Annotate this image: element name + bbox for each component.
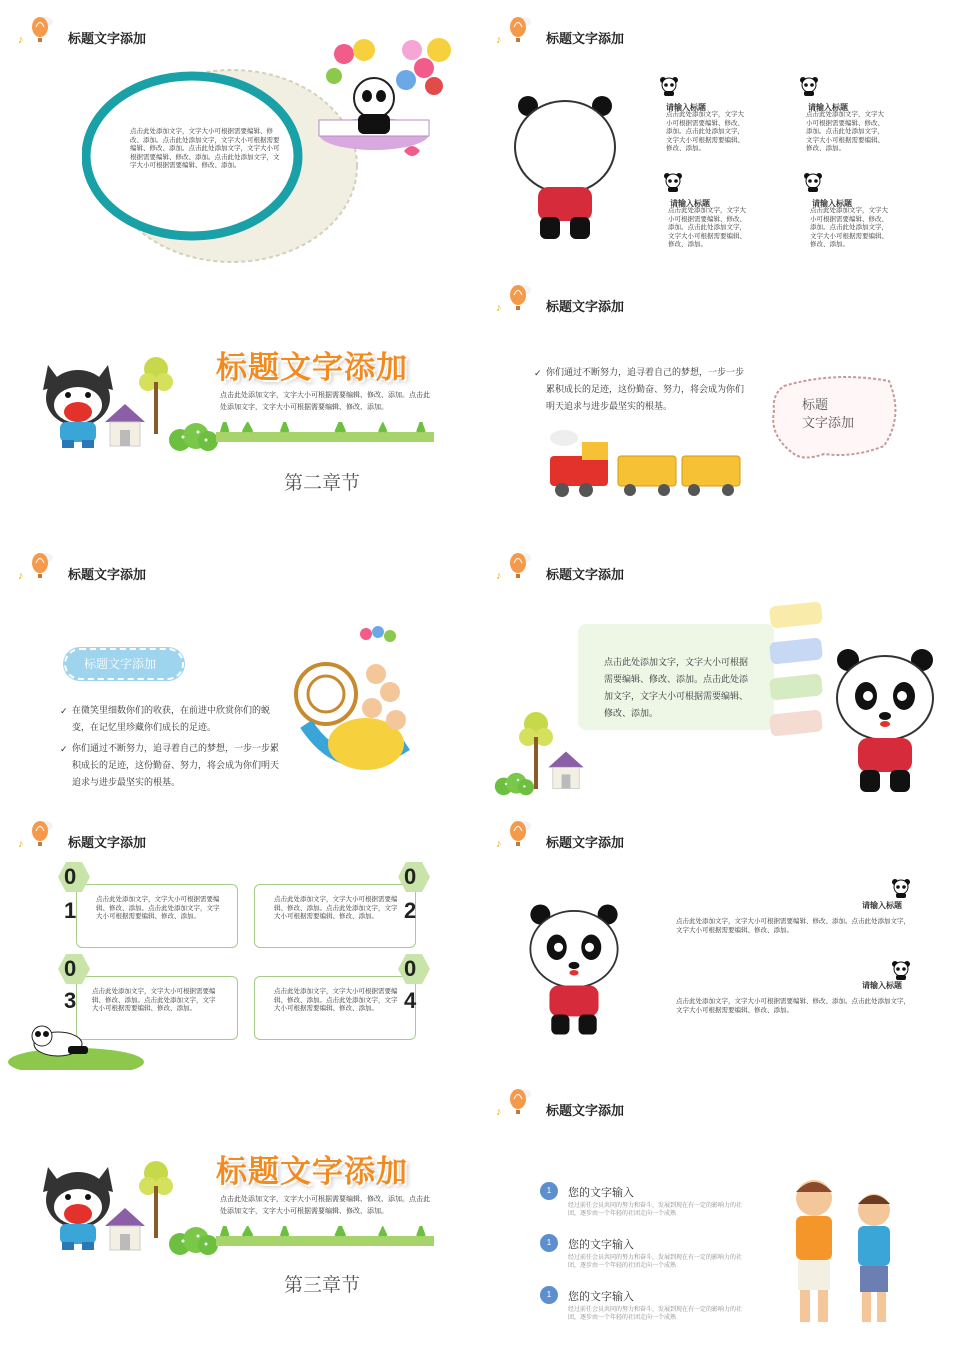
item-title: 请输入标题 [808,103,848,112]
slide-title: 标题文字添加 [546,1103,625,1118]
item-title: 请输入标题 [812,199,852,208]
slide-3 [4,272,478,534]
panda-icon [890,960,912,980]
panda-icon [798,76,820,96]
music-note-icon: ♪ [18,34,24,46]
slide-title: 标题文字添加 [546,31,625,46]
slide-header [496,818,746,852]
chapter-label: 第二章节 [284,473,361,494]
item-title: 请输入标题 [862,981,902,990]
slide-5 [4,540,478,802]
number-bottom: 3 [64,988,77,1013]
bush-illustration [494,772,534,796]
slide-header [496,550,746,584]
chapter-body: 点击此处添加文字，文字大小可根据需要编辑、修改、添加。点击此处添加文字，文字大小可根据需要编辑、修改、添加。 [220,1196,430,1215]
hot-air-balloon-icon [506,550,532,582]
house-illustration [100,400,150,450]
bubble-body-text: 点击此处添加文字，文字大小可根据需要编辑、修改、添加。点击此处添加文字，文字大小可根据需要编辑、修改、添加。点击此处添加文字，文字大小可根据需要编辑、修改、添加。点击此处添加文字，文字大小可根据需要编辑、修改、添加。 [130,128,280,169]
bullet-text: 你们通过不断努力，追寻着自己的梦想，一步一步累积成长的足迹，这份勤奋、努力，将会成为你们明天追求与进步最坚实的根基。 [546,367,745,411]
grass-strip [216,1226,434,1246]
train-illustration [546,426,746,502]
number-dot: 1 [540,1286,558,1304]
item-title: 您的文字输入 [568,1239,634,1251]
panda-icon [890,878,912,898]
item-title: 您的文字输入 [568,1187,634,1199]
hot-air-balloon-icon [28,550,54,582]
number-bottom: 4 [404,988,417,1013]
music-note-icon: ♪ [18,570,24,582]
music-note-icon: ♪ [496,34,502,46]
item-body: 点击此处添加文字，文字大小可根据需要编辑、修改、添加。点击此处添加文字，文字大小可根据需要编辑、修改、添加。 [668,207,746,248]
hot-air-balloon-icon [506,818,532,850]
chapter-label: 第三章节 [284,1275,361,1296]
number-top: 0 [64,864,77,889]
number-dot: 1 [540,1182,558,1200]
panda-with-balloons-illustration [294,36,464,166]
slide-9 [4,1076,478,1338]
slide-10 [482,1076,956,1338]
tab-green [769,673,823,700]
bush-illustration [168,422,218,452]
number-top: 0 [404,956,417,981]
chapter-body: 点击此处添加文字，文字大小可根据需要编辑、修改、添加。点击此处添加文字，文字大小可根据需要编辑、修改、添加。 [220,392,430,411]
music-note-icon: ♪ [496,838,502,850]
number-bottom: 2 [404,898,417,923]
slide-title: 标题文字添加 [68,835,147,850]
hot-air-balloon-icon [506,282,532,314]
music-note-icon: ♪ [496,570,502,582]
slide-6 [482,540,956,802]
slide-title: 标题文字添加 [546,835,625,850]
panda-icon [802,172,824,192]
number-dot: 1 [540,1234,558,1252]
slide-header [18,818,268,852]
panda-side-illustration [830,646,940,796]
slide-title: 标题文字添加 [68,567,147,582]
panda-back-illustration [510,92,620,242]
music-note-icon: ♪ [496,302,502,314]
item-body: 点击此处添加文字，文字大小可根据需要编辑、修改、添加。点击此处添加文字，文字大小可根据需要编辑、修改、添加。 [666,111,744,152]
item-title: 请输入标题 [666,103,706,112]
item-body: 经过前任会员共同的努力和奋斗，发展到现在有一定的影响力的社团，逐步由一个年轻的社团走向一个成熟 [568,1203,743,1217]
music-note-icon: ♪ [496,1106,502,1118]
title-pill-text: 标题文字添加 [84,657,157,671]
hot-air-balloon-icon [506,14,532,46]
card-body: 点击此处添加文字，文字大小可根据需要编辑、修改、添加。点击此处添加文字，文字大小可根据需要编辑、修改、添加。 [96,896,220,920]
check-icon: ✓ [534,368,542,378]
grass-strip [216,422,434,442]
item-title: 请输入标题 [862,901,902,910]
item-title: 请输入标题 [670,199,710,208]
bubble-line-2: 文字添加 [802,415,855,430]
tab-pink [769,709,823,736]
slide-header [18,14,268,48]
two-boys-illustration [782,1176,912,1336]
slide-title: 标题文字添加 [546,567,625,582]
chapter-title: 标题文字添加 [216,350,408,385]
hot-air-balloon-icon [28,818,54,850]
house-illustration [100,1204,150,1254]
slide-header [18,550,268,584]
tab-blue [769,637,823,664]
bullet-text: 在微笑里细数你们的收获，在前进中欣赏你们的蜕变，在记忆里珍藏你们成长的足迹。 [72,705,271,732]
check-icon: ✓ [60,744,68,754]
slide-4 [482,272,956,534]
roller-coaster-illustration [286,624,416,784]
item-title: 您的文字输入 [568,1291,634,1303]
card-body: 点击此处添加文字，文字大小可根据需要编辑、修改、添加。点击此处添加文字，文字大小可根据需要编辑、修改、添加。 [274,896,398,920]
slide-1 [4,4,478,266]
music-note-icon: ♪ [18,838,24,850]
slide-header [496,14,746,48]
check-icon: ✓ [60,706,68,716]
panda-icon [662,172,684,192]
card-body: 点击此处添加文字，文字大小可根据需要编辑、修改、添加。点击此处添加文字，文字大小可根据需要编辑、修改、添加。 [274,988,398,1012]
bush-illustration [168,1226,218,1256]
slide-2 [482,4,956,266]
number-top: 0 [64,956,77,981]
panda-icon [658,76,680,96]
item-body: 经过前任会员共同的努力和奋斗，发展到现在有一定的影响力的社团，逐步由一个年轻的社团走向一个成熟 [568,1255,743,1269]
bullet-text: 你们通过不断努力，追寻着自己的梦想，一步一步累积成长的足迹，这份勤奋、努力，将会成为你们明天追求与进步最坚实的根基。 [72,743,280,787]
slide-8 [482,808,956,1070]
number-bottom: 1 [64,898,77,923]
hot-air-balloon-icon [506,1086,532,1118]
item-body: 点击此处添加文字，文字大小可根据需要编辑、修改、添加。点击此处添加文字，文字大小可根据需要编辑、修改、添加。 [676,918,910,934]
item-body: 经过前任会员共同的努力和奋斗，发展到现在有一定的影响力的社团，逐步由一个年轻的社团走向一个成熟 [568,1307,743,1321]
house-illustration [544,748,588,792]
item-body: 点击此处添加文字，文字大小可根据需要编辑、修改、添加。点击此处添加文字，文字大小可根据需要编辑、修改、添加。 [806,111,884,152]
lying-panda-illustration [8,1016,144,1070]
hot-air-balloon-icon [28,14,54,46]
chapter-title: 标题文字添加 [216,1154,408,1189]
number-top: 0 [404,864,417,889]
card-body: 点击此处添加文字，文字大小可根据需要编辑、修改、添加。点击此处添加文字，文字大小可根据需要编辑、修改、添加。 [92,988,216,1012]
item-body: 点击此处添加文字，文字大小可根据需要编辑、修改、添加。点击此处添加文字，文字大小可根据需要编辑、修改、添加。 [810,207,888,248]
tab-yellow [769,601,823,628]
item-body: 点击此处添加文字，文字大小可根据需要编辑、修改、添加。点击此处添加文字，文字大小可根据需要编辑、修改、添加。 [676,998,910,1014]
slide-header [496,282,746,316]
bubble-line-1: 标题 [802,397,829,412]
slide-title: 标题文字添加 [68,31,147,46]
slide-header [496,1086,746,1120]
panda-front-illustration [524,900,624,1040]
card-body: 点击此处添加文字，文字大小可根据需要编辑、修改、添加。点击此处添加文字，文字大小可根据需要编辑、修改、添加。 [604,657,749,718]
slide-title: 标题文字添加 [546,299,625,314]
slide-7 [4,808,478,1070]
